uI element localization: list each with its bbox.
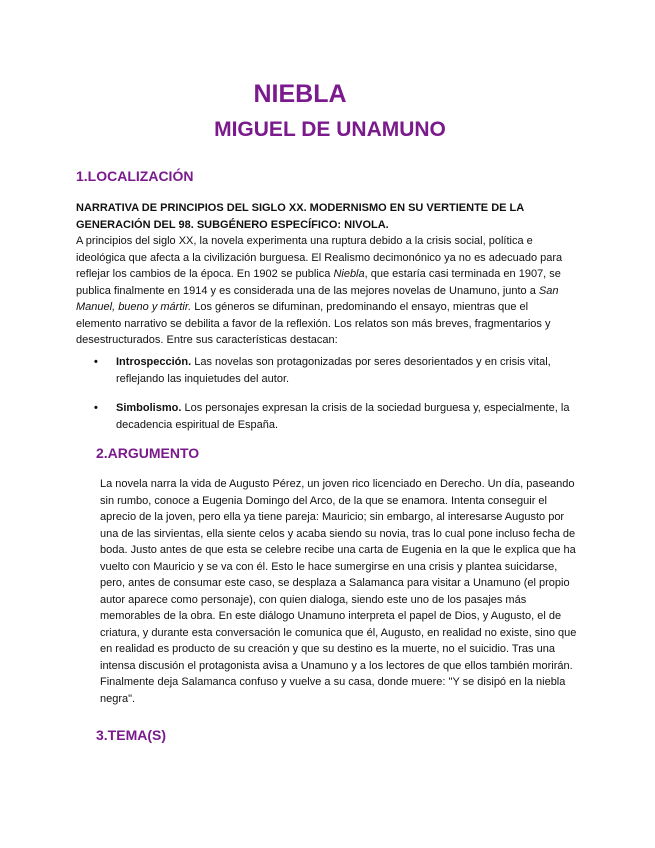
intro-text-1: A principios del siglo XX, la novela experimenta una ruptura debido a la crisis social, política e ideológica que afecta a la civilización burguesa. El Realismo decimonónico ya no es adecuado para reflejar los cambios de la época. En 1902 se publica bbox=[76, 235, 563, 280]
section-heading-tema: 3.TEMA(S) bbox=[96, 727, 166, 743]
characteristics-list-1 bbox=[94, 354, 594, 387]
bullet-icon: • bbox=[94, 402, 98, 414]
intro-paragraph bbox=[76, 233, 576, 349]
intro-italic-niebla: Niebla bbox=[333, 268, 365, 280]
list-item-introspeccion bbox=[94, 354, 594, 387]
list-item-term: Introspección. bbox=[116, 356, 192, 368]
list-item-term: Simbolismo. bbox=[116, 402, 182, 414]
intro-text-2: , que estaría casi terminada en 1907, se publica finalmente en 1914 y es considerada una de las mejores novelas de Unamuno, junto a bbox=[76, 268, 561, 297]
list-item-text: Las novelas son protagonizadas por seres desorientados y en crisis vital, reflejando las inquietudes del autor. bbox=[116, 356, 551, 385]
argument-paragraph: La novela narra la vida de Augusto Pérez, un joven rico licenciado en Derecho. Un día, paseando sin rumbo, conoce a Eugenia Domingo del Arco, de la que se enamora. Intenta conseguir el aprecio de la joven, pero ella ya tiene pareja: Mauricio; sin embargo, al interesarse Augusto por una de las sirvientas, ella siente celos y acaba siendo su novia, tras lo cual pone incluso fecha de boda. Justo antes de que esta se celebre recibe una carta de Eugenia en la que le explica que ha vuelto con Mauricio y se va con él. Esto le hace sumergirse en una crisis y plantea suicidarse, pero, antes de consumar este caso, se desplaza a Salamanca para visitar a Unamuno (el propio autor aparece como personaje), con quien dialoga, siendo este uno de los pasajes más memorables de la obra. En este diálogo Unamuno interpreta el papel de Dios, y Augusto, el de criatura, y durante esta conversación le comunica que él, Augusto, en realidad no existe, sino que en realidad es producto de su creación y que su destino es la muerte, no el suicidio. Tras una intensa discusión el protagonista avisa a Unamuno y a los lectores de que ellos también morirán. Finalmente deja Salamanca confuso y vuelve a su casa, donde muere: "Y se disipó en la niebla negra". bbox=[100, 478, 577, 705]
section-heading-argumento: 2.ARGUMENTO bbox=[96, 445, 200, 461]
characteristics-list-2 bbox=[94, 400, 594, 433]
document-author: MIGUEL DE UNAMUNO bbox=[214, 118, 446, 141]
bullet-icon: • bbox=[94, 356, 98, 368]
list-item-text: Los personajes expresan la crisis de la sociedad burguesa y, especialmente, la decadencia espiritual de España. bbox=[116, 402, 570, 431]
intro-text-3: Los géneros se difuminan, predominando el ensayo, mientras que el elemento narrativo se debilita a favor de la reflexión. Los relatos son más breves, fragmentarios y desestructurados. Entre sus características destacan: bbox=[76, 301, 551, 346]
section-heading-localizacion: 1.LOCALIZACIÓN bbox=[76, 168, 194, 184]
list-item-simbolismo bbox=[94, 400, 594, 433]
document-title: NIEBLA bbox=[253, 80, 347, 108]
section-subtitle: NARRATIVA DE PRINCIPIOS DEL SIGLO XX. MODERNISMO EN SU VERTIENTE DE LA GENERACIÓN DEL 98. SUBGÉNERO ESPECÍFICO: NIVOLA. bbox=[76, 202, 524, 231]
intro-italic-san-manuel: San Manuel, bueno y mártir. bbox=[76, 284, 559, 313]
